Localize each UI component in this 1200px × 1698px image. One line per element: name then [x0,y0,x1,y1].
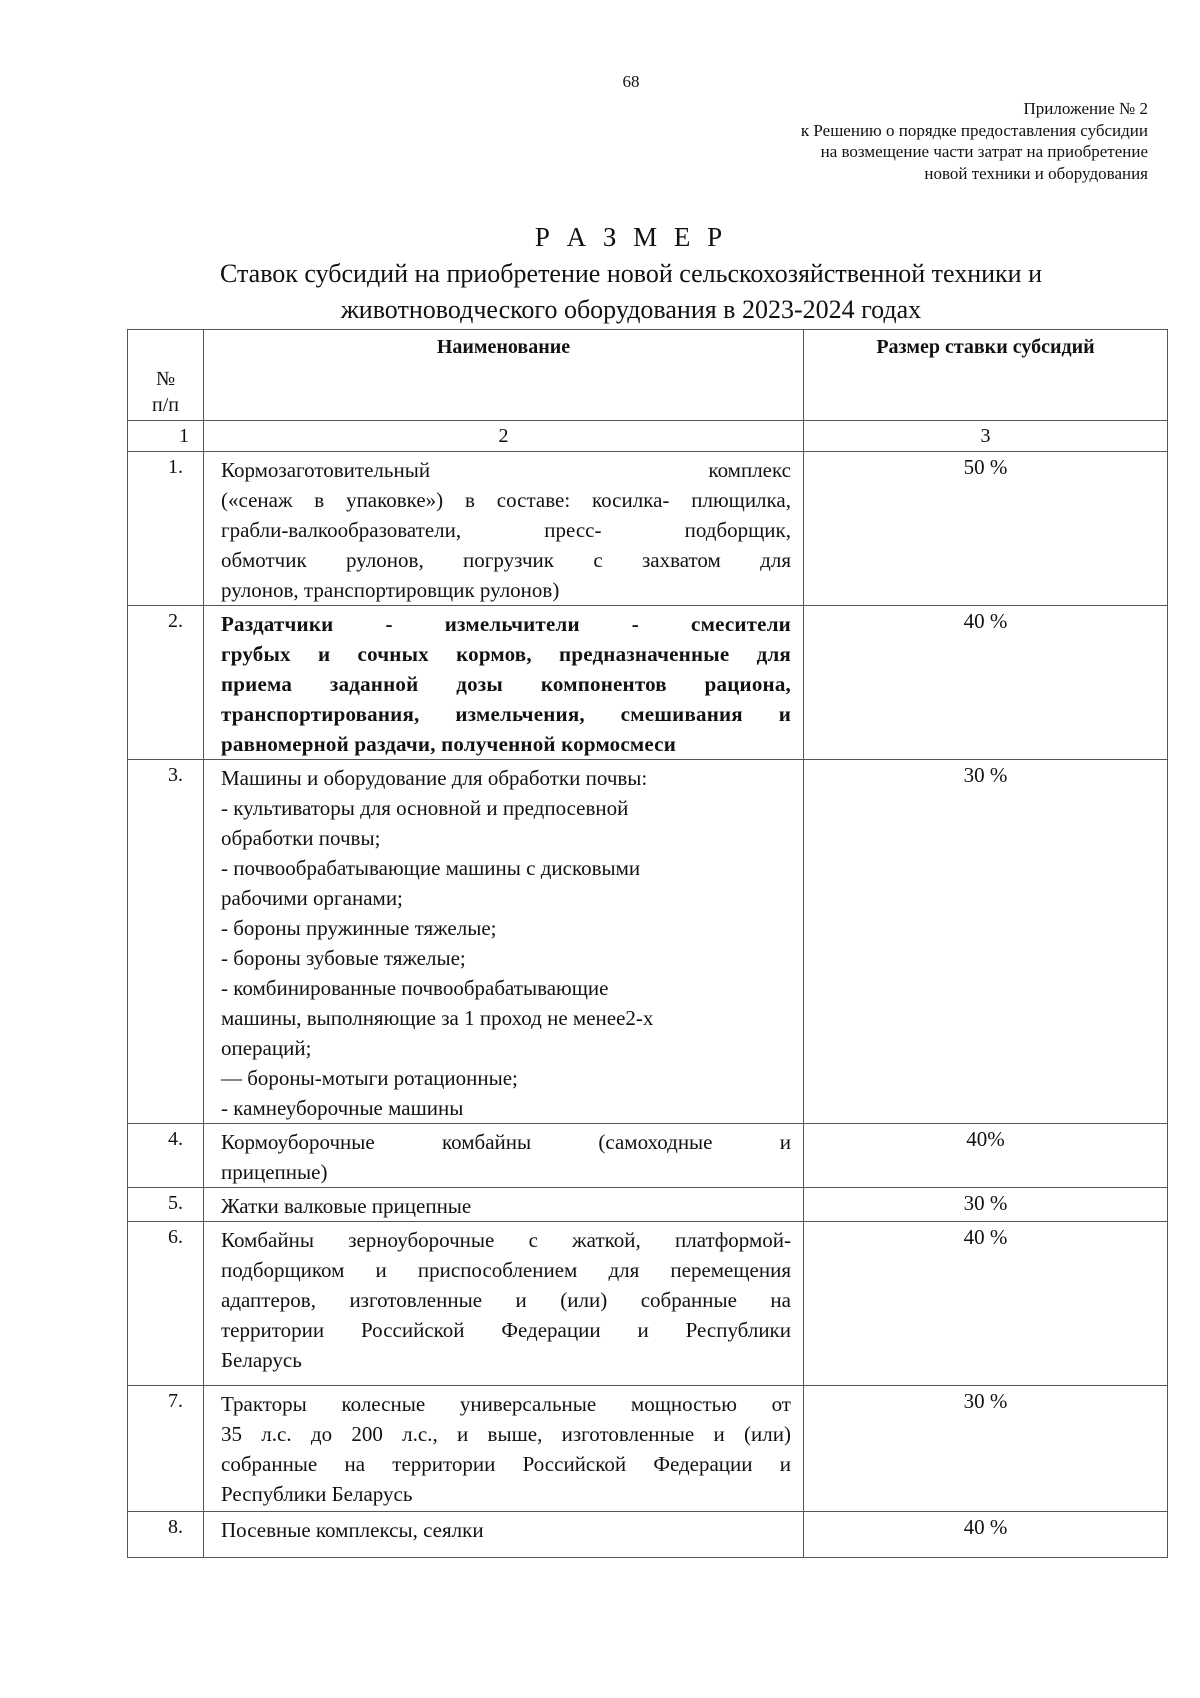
appendix-note [801,98,1148,184]
row-name-line: операций; [221,1036,312,1060]
row-name-line: («сенаж в упаковке») в составе: косилка- плющилка, [221,488,791,512]
row-name-line: транспортирования, измельчения, смешивания и [221,702,791,726]
appendix-line: Приложение № 2 [1023,99,1148,118]
table-row [128,452,1168,606]
row-number-cell: 3. [128,760,204,1124]
subtitle-line: Ставок субсидий на приобретение новой сельскохозяйственной техники и [219,259,1043,288]
header-number-cell [128,330,204,421]
row-name-cell [204,452,804,606]
row-number-cell: 6. [128,1222,204,1386]
row-rate-cell: 40 % [804,1512,1168,1558]
row-name-line: Комбайны зерноуборочные с жаткой, платформой- [221,1228,791,1252]
table-header-row [128,330,1168,421]
row-name-line: адаптеров, изготовленные и (или) собранные на [221,1288,791,1312]
row-name-line: Кормоуборочные комбайны (самоходные и [221,1130,791,1154]
row-rate-cell: 40% [804,1124,1168,1188]
row-name-line: - комбинированные почвообрабатывающие [221,976,609,1000]
row-name-line: прицепные) [221,1160,328,1184]
row-name-cell [204,1124,804,1188]
row-name-line: рулонов, транспортировщик рулонов) [221,578,560,602]
row-number-cell: 7. [128,1386,204,1512]
row-name-line: Тракторы колесные универсальные мощностью от [221,1392,791,1416]
row-name-cell [204,1188,804,1222]
appendix-line: новой техники и оборудования [924,163,1148,183]
appendix-line: на возмещение части затрат на приобретение [820,142,1148,161]
table-row [128,1222,1168,1386]
row-name-cell [204,1222,804,1386]
row-number-cell: 1. [128,452,204,606]
header-name-cell: Наименование [204,330,804,421]
row-number-cell: 8. [128,1512,204,1558]
row-name-line: - культиваторы для основной и предпосевной [221,796,629,820]
row-name-line: грубых и сочных кормов, предназначенные для [221,642,791,666]
row-name-line: - камнеуборочные машины [221,1096,464,1120]
row-number-cell: 2. [128,606,204,760]
row-name-cell [204,1512,804,1558]
row-number-cell: 4. [128,1124,204,1188]
column-number-cell: 3 [804,421,1168,452]
subtitle-line: животноводческого оборудования в 2023-2024 годах [340,295,922,324]
table-row [128,1124,1168,1188]
table-row [128,1512,1168,1558]
row-name-line: — бороны-мотыги ротационные; [221,1066,518,1090]
page-number: 68 [622,72,640,91]
table-row [128,1386,1168,1512]
row-name-line: Беларусь [221,1348,302,1372]
row-name-line: Посевные комплексы, сеялки [221,1518,484,1542]
row-name-line: грабли-валкообразователи, пресс- подборщик, [221,518,791,542]
row-name-line: рабочими органами; [221,886,403,910]
row-name-line: подборщиком и приспособлением для перемещения [221,1258,791,1282]
row-number-cell: 5. [128,1188,204,1222]
table-body [128,452,1168,1558]
row-name-line: Кормозаготовительный комплекс [221,458,791,482]
row-name-line: Жатки валковые прицепные [221,1194,472,1218]
table-row [128,1188,1168,1222]
row-name-line: собранные на территории Российской Федерации и [221,1452,791,1476]
row-rate-cell: 30 % [804,760,1168,1124]
row-name-line: Машины и оборудование для обработки почвы: [221,766,648,790]
row-rate-cell: 30 % [804,1386,1168,1512]
column-numbers-row [128,421,1168,452]
column-number-cell: 1 [128,421,204,452]
row-name-line: машины, выполняющие за 1 проход не менее2-х [221,1006,654,1030]
row-name-line: обмотчик рулонов, погрузчик с захватом для [221,548,791,572]
row-name-line: Раздатчики - измельчители - смесители [221,612,791,636]
row-name-cell [204,760,804,1124]
row-name-line: обработки почвы; [221,826,381,850]
row-name-line: - почвообрабатывающие машины с дисковыми [221,856,641,880]
row-rate-cell: 30 % [804,1188,1168,1222]
row-rate-cell: 40 % [804,606,1168,760]
row-rate-cell: 40 % [804,1222,1168,1386]
header-rate-cell: Размер ставки субсидий [804,330,1168,421]
row-name-line: приема заданной дозы компонентов рациона, [221,672,791,696]
row-name-cell [204,606,804,760]
document-subtitle [0,256,1200,328]
row-name-line: - бороны зубовые тяжелые; [221,946,466,970]
header-number-abbr: п/п [152,394,179,416]
column-number-cell: 2 [204,421,804,452]
row-rate-cell: 50 % [804,452,1168,606]
subsidy-rates-table [127,329,1168,1558]
row-name-cell [204,1386,804,1512]
document-title: Р А З М Е Р [534,222,728,252]
table-row [128,760,1168,1124]
row-name-line: Республики Беларусь [221,1482,413,1506]
appendix-line: к Решению о порядке предоставления субсидии [800,120,1148,140]
row-name-line: территории Российской Федерации и Республики [221,1318,791,1342]
row-name-line: равномерной раздачи, полученной кормосмеси [221,732,676,756]
table-row [128,606,1168,760]
row-name-line: 35 л.с. до 200 л.с., и выше, изготовленные и (или) [221,1422,791,1446]
header-number-symbol: № [155,368,176,390]
row-name-line: - бороны пружинные тяжелые; [221,916,497,940]
